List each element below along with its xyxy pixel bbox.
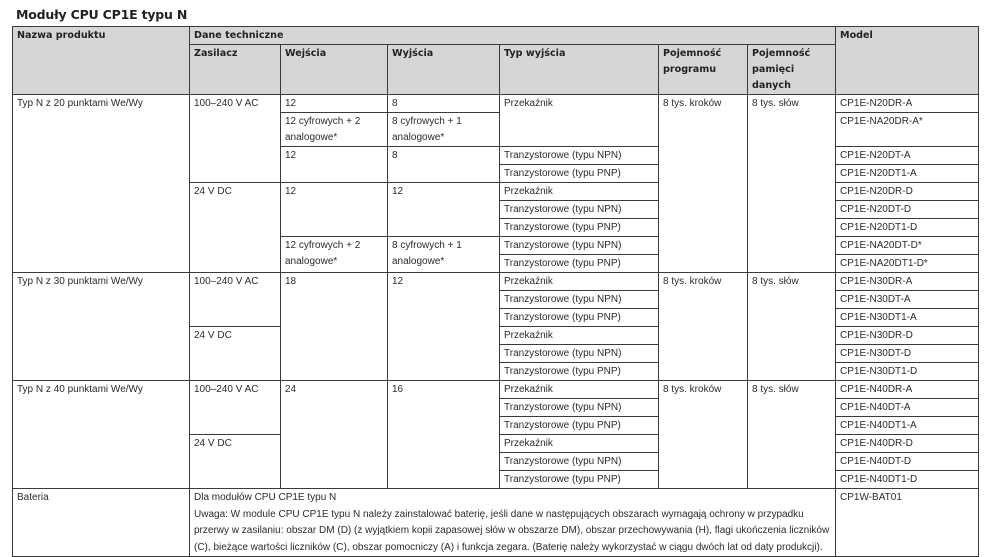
inputs: 12 <box>281 147 388 183</box>
model: CP1E-N20DR-D <box>836 183 979 201</box>
power: 100–240 V AC <box>190 381 281 435</box>
product-name: Typ N z 40 punktami We/Wy <box>13 381 190 489</box>
model: CP1E-NA20DR-A* <box>836 113 979 147</box>
outputs: 16 <box>388 381 500 489</box>
power: 24 V DC <box>190 327 281 381</box>
outputs: 12 <box>388 183 500 237</box>
table-row <box>13 95 979 113</box>
model: CP1E-N40DT-D <box>836 453 979 471</box>
output-type: Tranzystorowe (typu PNP) <box>500 255 659 273</box>
header-inputs: Wejścia <box>281 45 388 95</box>
output-type: Tranzystorowe (typu PNP) <box>500 219 659 237</box>
data-memory: 8 tys. słów <box>748 95 836 273</box>
battery-note: Uwaga: W module CPU CP1E typu N należy zainstalować baterię, jeśli dane w następujących obszarach wymagają ochrony w przypadku przerwy w zasilaniu: obszar DM (D) (z wyjątkiem kopii zapasowej słów w obszarze DM), obszar przechowywania (H), flagi ukończenia liczników (C), bieżące wartości liczników (C), obszar pomocniczy (A) i funkcja zegara. (Baterię należy wykorzystać w ciągu dwóch lat od daty produkcji). <box>194 508 830 553</box>
program-capacity: 8 tys. kroków <box>659 273 748 381</box>
battery-line1: Dla modułów CPU CP1E typu N <box>194 492 337 503</box>
model: CP1E-N30DT1-D <box>836 363 979 381</box>
model: CP1E-N30DT1-A <box>836 309 979 327</box>
product-name: Typ N z 20 punktami We/Wy <box>13 95 190 273</box>
model: CP1E-N40DR-A <box>836 381 979 399</box>
header-tech-data: Dane techniczne <box>190 27 836 45</box>
output-type: Tranzystorowe (typu PNP) <box>500 363 659 381</box>
power: 24 V DC <box>190 183 281 273</box>
product-name: Typ N z 30 punktami We/Wy <box>13 273 190 381</box>
model: CP1E-N30DR-A <box>836 273 979 291</box>
model: CP1E-N40DT-A <box>836 399 979 417</box>
header-data-memory: Pojemność pamięci danych <box>748 45 836 95</box>
output-type: Tranzystorowe (typu PNP) <box>500 471 659 489</box>
model: CP1E-NA20DT-D* <box>836 237 979 255</box>
output-type: Tranzystorowe (typu PNP) <box>500 165 659 183</box>
output-type: Przekaźnik <box>500 95 659 147</box>
program-capacity: 8 tys. kroków <box>659 95 748 273</box>
header-program-capacity: Pojemność programu <box>659 45 748 95</box>
header-product-name: Nazwa produktu <box>13 27 190 95</box>
model: CP1E-N30DR-D <box>836 327 979 345</box>
header-outputs: Wyjścia <box>388 45 500 95</box>
inputs: 24 <box>281 381 388 489</box>
model: CP1E-N30DT-A <box>836 291 979 309</box>
header-power: Zasilacz <box>190 45 281 95</box>
model: CP1E-N40DT1-A <box>836 417 979 435</box>
output-type: Przekaźnik <box>500 273 659 291</box>
model: CP1E-N20DT1-A <box>836 165 979 183</box>
outputs: 12 <box>388 273 500 381</box>
model: CP1E-N30DT-D <box>836 345 979 363</box>
outputs: 8 <box>388 95 500 113</box>
model: CP1W-BAT01 <box>836 489 979 557</box>
header-output-type: Typ wyjścia <box>500 45 659 95</box>
table-title: Moduły CPU CP1E typu N <box>16 7 188 22</box>
cpu-modules-table <box>12 26 979 557</box>
power: 100–240 V AC <box>190 95 281 183</box>
data-memory: 8 tys. słów <box>748 273 836 381</box>
data-memory: 8 tys. słów <box>748 381 836 489</box>
output-type: Przekaźnik <box>500 381 659 399</box>
output-type: Przekaźnik <box>500 183 659 201</box>
power: 24 V DC <box>190 435 281 489</box>
table-row <box>13 381 979 399</box>
outputs: 8 cyfrowych + 1 analogowe* <box>388 113 500 147</box>
output-type: Przekaźnik <box>500 327 659 345</box>
model: CP1E-NA20DT1-D* <box>836 255 979 273</box>
power: 100–240 V AC <box>190 273 281 327</box>
inputs: 18 <box>281 273 388 381</box>
output-type: Tranzystorowe (typu NPN) <box>500 291 659 309</box>
product-name: Bateria <box>13 489 190 557</box>
table-row <box>13 273 979 291</box>
model: CP1E-N40DR-D <box>836 435 979 453</box>
inputs: 12 cyfrowych + 2 analogowe* <box>281 237 388 273</box>
model: CP1E-N20DR-A <box>836 95 979 113</box>
model: CP1E-N20DT-A <box>836 147 979 165</box>
output-type: Tranzystorowe (typu NPN) <box>500 345 659 363</box>
output-type: Tranzystorowe (typu PNP) <box>500 309 659 327</box>
program-capacity: 8 tys. kroków <box>659 381 748 489</box>
output-type: Tranzystorowe (typu PNP) <box>500 417 659 435</box>
inputs: 12 <box>281 183 388 237</box>
output-type: Tranzystorowe (typu NPN) <box>500 453 659 471</box>
output-type: Tranzystorowe (typu NPN) <box>500 399 659 417</box>
model: CP1E-N20DT1-D <box>836 219 979 237</box>
inputs: 12 cyfrowych + 2 analogowe* <box>281 113 388 147</box>
header-model: Model <box>836 27 979 95</box>
outputs: 8 cyfrowych + 1 analogowe* <box>388 237 500 273</box>
output-type: Tranzystorowe (typu NPN) <box>500 147 659 165</box>
output-type: Przekaźnik <box>500 435 659 453</box>
outputs: 8 <box>388 147 500 183</box>
inputs: 12 <box>281 95 388 113</box>
output-type: Tranzystorowe (typu NPN) <box>500 201 659 219</box>
output-type: Tranzystorowe (typu NPN) <box>500 237 659 255</box>
model: CP1E-N20DT-D <box>836 201 979 219</box>
model: CP1E-N40DT1-D <box>836 471 979 489</box>
